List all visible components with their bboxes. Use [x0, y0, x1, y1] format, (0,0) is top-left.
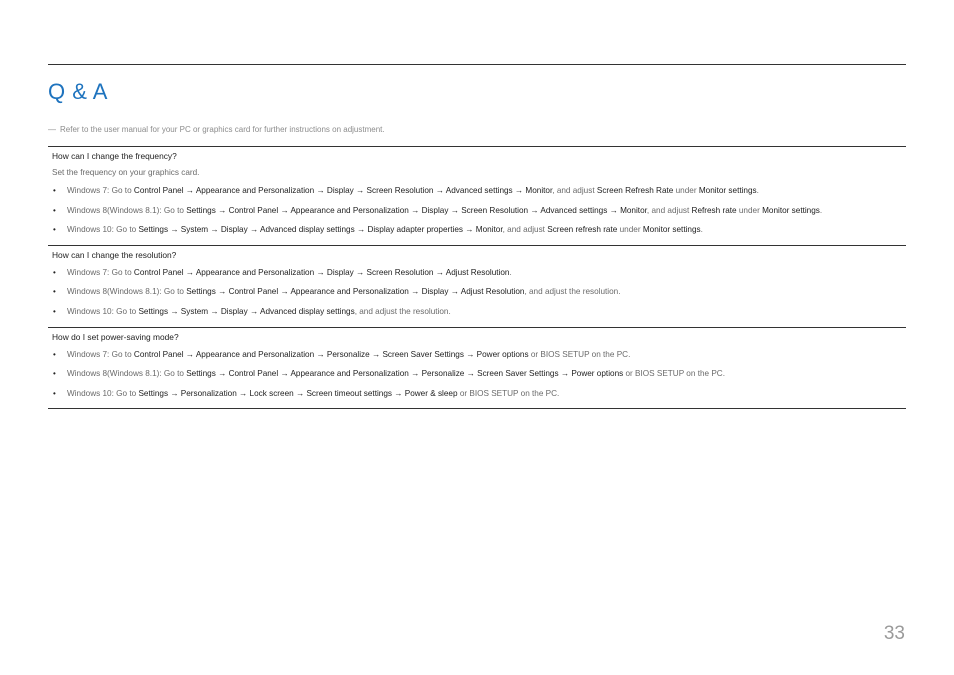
note	[48, 125, 385, 134]
menu-path-term: Personalize	[421, 369, 465, 379]
menu-path-term: →	[215, 205, 229, 215]
menu-path-term: Control Panel	[228, 205, 279, 215]
menu-path-term: Screen Saver Settings	[382, 349, 464, 359]
menu-path-term: →	[247, 225, 261, 235]
instruction-text: Windows 7: Go to	[67, 186, 134, 195]
menu-path-term: Settings	[186, 287, 216, 297]
menu-path-term: →	[215, 369, 229, 379]
instruction-text: Windows 7: Go to	[67, 267, 134, 277]
instruction-text: Windows 10: Go to	[67, 306, 139, 316]
menu-path-term: →	[168, 306, 181, 316]
menu-path-term: Adjust Resolution	[460, 287, 525, 297]
list-item	[48, 367, 906, 387]
menu-path-term: →	[512, 186, 526, 195]
instruction-text: , and adjust	[502, 225, 548, 235]
menu-path-term: Settings	[138, 388, 169, 398]
menu-path-term: Control Panel	[133, 349, 184, 359]
instruction-text: under	[617, 225, 643, 235]
menu-path-term: Personalize	[326, 349, 370, 359]
menu-path-term: Refresh rate	[691, 205, 737, 215]
menu-path-term: Display	[220, 306, 248, 316]
answer-list	[48, 348, 906, 407]
list-item	[48, 348, 906, 368]
top-divider	[48, 64, 906, 65]
qa-power-saving	[48, 327, 906, 410]
page-number: 33	[883, 623, 905, 644]
instruction-text: under	[736, 205, 763, 215]
menu-path-term: Monitor	[620, 205, 647, 215]
menu-path-term: Settings	[138, 306, 169, 316]
menu-path-term: →	[433, 267, 446, 277]
note-text: Refer to the user manual for your PC or graphics card for further instructions on adjustment.	[60, 125, 385, 134]
menu-path-term: →	[236, 388, 250, 398]
menu-path-term: Settings	[186, 369, 216, 379]
menu-path-term: Screen Saver Settings	[477, 369, 559, 379]
menu-path-term: Monitor	[525, 186, 553, 195]
menu-path-term: →	[528, 205, 541, 215]
menu-path-term: Appearance and Personalization	[195, 267, 315, 277]
instruction-text: or BIOS SETUP on the PC.	[528, 349, 631, 359]
instruction-text: , and adjust the resolution.	[354, 306, 451, 316]
menu-path-term: Appearance and Personalization	[195, 349, 315, 359]
menu-path-term: Appearance and Personalization	[195, 186, 315, 195]
instruction-text: .	[819, 205, 823, 215]
instruction-text: , and adjust	[552, 186, 597, 195]
menu-path-term: Control Panel	[133, 267, 184, 277]
menu-path-term: Power & sleep	[404, 388, 458, 398]
menu-path-term: Screen Resolution	[366, 267, 434, 277]
menu-path-term: →	[293, 388, 307, 398]
answer-list	[48, 184, 906, 243]
menu-path-term: Advanced settings	[540, 205, 608, 215]
instruction-text: Windows 8(Windows 8.1): Go to	[67, 369, 187, 379]
answer: Set the frequency on your graphics card.	[52, 168, 200, 177]
instruction-text: Windows 10: Go to	[67, 388, 139, 398]
menu-path-term: Advanced settings	[445, 186, 513, 195]
menu-path-term: →	[247, 306, 261, 316]
menu-path-term: →	[208, 225, 221, 235]
list-item	[48, 204, 906, 224]
answer-list	[48, 266, 906, 325]
menu-path-term: Lock screen	[249, 388, 294, 398]
menu-path-term: →	[278, 287, 291, 297]
menu-path-term: Monitor settings	[762, 205, 820, 215]
menu-path-term: Settings	[186, 205, 216, 215]
instruction-text: Windows 10: Go to	[67, 225, 139, 235]
menu-path-term: →	[278, 369, 291, 379]
instruction-text: under	[673, 186, 699, 195]
menu-path-term: →	[215, 287, 229, 297]
page-title: Q & A	[48, 79, 108, 104]
list-item	[48, 387, 906, 407]
instruction-text: Windows 7: Go to	[67, 349, 134, 359]
menu-path-term: Display adapter properties	[367, 225, 464, 235]
menu-path-term: Power options	[571, 369, 624, 379]
list-item	[48, 305, 906, 325]
menu-path-term: Appearance and Personalization	[290, 287, 409, 297]
instruction-text: .	[700, 225, 703, 235]
menu-path-term: →	[314, 186, 327, 195]
menu-path-term: Display	[421, 287, 449, 297]
instruction-text: or BIOS SETUP on the PC.	[623, 369, 725, 379]
menu-path-term: →	[183, 186, 196, 195]
menu-path-term: Display	[220, 225, 248, 235]
menu-path-term: Display	[326, 267, 354, 277]
instruction-text: or BIOS SETUP on the PC.	[457, 388, 560, 398]
qa-list	[48, 146, 906, 409]
menu-path-term: Monitor settings	[642, 225, 701, 235]
menu-path-term: →	[392, 388, 405, 398]
instruction-text: .	[509, 267, 512, 277]
menu-path-term: Advanced display settings	[260, 306, 355, 316]
note-dash: ―	[48, 125, 56, 134]
menu-path-term: →	[278, 205, 291, 215]
menu-path-term: →	[463, 225, 476, 235]
question: How can I change the resolution?	[52, 249, 177, 260]
menu-path-term: →	[168, 388, 181, 398]
menu-path-term: →	[408, 287, 422, 297]
menu-path-term: Adjust Resolution	[445, 267, 510, 277]
list-item	[48, 285, 906, 305]
menu-path-term: System	[180, 225, 209, 235]
menu-path-term: Appearance and Personalization	[290, 205, 409, 215]
menu-path-term: Personalization	[180, 388, 237, 398]
menu-path-term: →	[314, 349, 327, 359]
menu-path-term: →	[168, 225, 181, 235]
menu-path-term: →	[607, 205, 621, 215]
instruction-text: Windows 8(Windows 8.1): Go to	[67, 205, 187, 215]
menu-path-term: →	[353, 267, 367, 277]
menu-path-term: Power options	[476, 349, 529, 359]
qa-resolution	[48, 245, 906, 327]
menu-path-term: Advanced display settings	[260, 225, 355, 235]
menu-path-term: →	[408, 369, 422, 379]
menu-path-term: →	[208, 306, 221, 316]
menu-path-term: →	[408, 205, 422, 215]
instruction-text: , and adjust	[646, 205, 692, 215]
menu-path-term: Appearance and Personalization	[290, 369, 409, 379]
list-item	[48, 223, 906, 243]
menu-path-term: →	[183, 349, 196, 359]
menu-path-term: Control Panel	[228, 369, 279, 379]
menu-path-term: Control Panel	[228, 287, 279, 297]
menu-path-term: Screen Refresh Rate	[596, 186, 674, 195]
menu-path-term: Monitor settings	[698, 186, 757, 195]
menu-path-term: →	[369, 349, 383, 359]
instruction-text: , and adjust the resolution.	[524, 287, 621, 297]
menu-path-term: Settings	[138, 225, 169, 235]
menu-path-term: Control Panel	[133, 186, 184, 195]
menu-path-term: →	[464, 369, 478, 379]
menu-path-term: Display	[421, 205, 449, 215]
menu-path-term: →	[463, 349, 477, 359]
menu-path-term: →	[433, 186, 446, 195]
menu-path-term: →	[558, 369, 572, 379]
menu-path-term: →	[353, 186, 367, 195]
list-item	[48, 266, 906, 286]
list-item	[48, 184, 906, 204]
menu-path-term: Screen refresh rate	[547, 225, 618, 235]
menu-path-term: System	[180, 306, 209, 316]
qa-frequency	[48, 146, 906, 245]
menu-path-term: Display	[326, 186, 354, 195]
menu-path-term: Screen timeout settings	[306, 388, 392, 398]
menu-path-term: →	[354, 225, 368, 235]
menu-path-term: Screen Resolution	[366, 186, 434, 195]
instruction-text: .	[756, 186, 759, 195]
menu-path-term: →	[183, 267, 196, 277]
menu-path-term: Screen Resolution	[461, 205, 529, 215]
menu-path-term: →	[448, 287, 461, 297]
question: How do I set power-saving mode?	[52, 331, 179, 342]
menu-path-term: →	[448, 205, 462, 215]
menu-path-term: Monitor	[475, 225, 503, 235]
instruction-text: Windows 8(Windows 8.1): Go to	[67, 287, 187, 297]
question: How can I change the frequency?	[52, 151, 177, 161]
menu-path-term: →	[314, 267, 327, 277]
